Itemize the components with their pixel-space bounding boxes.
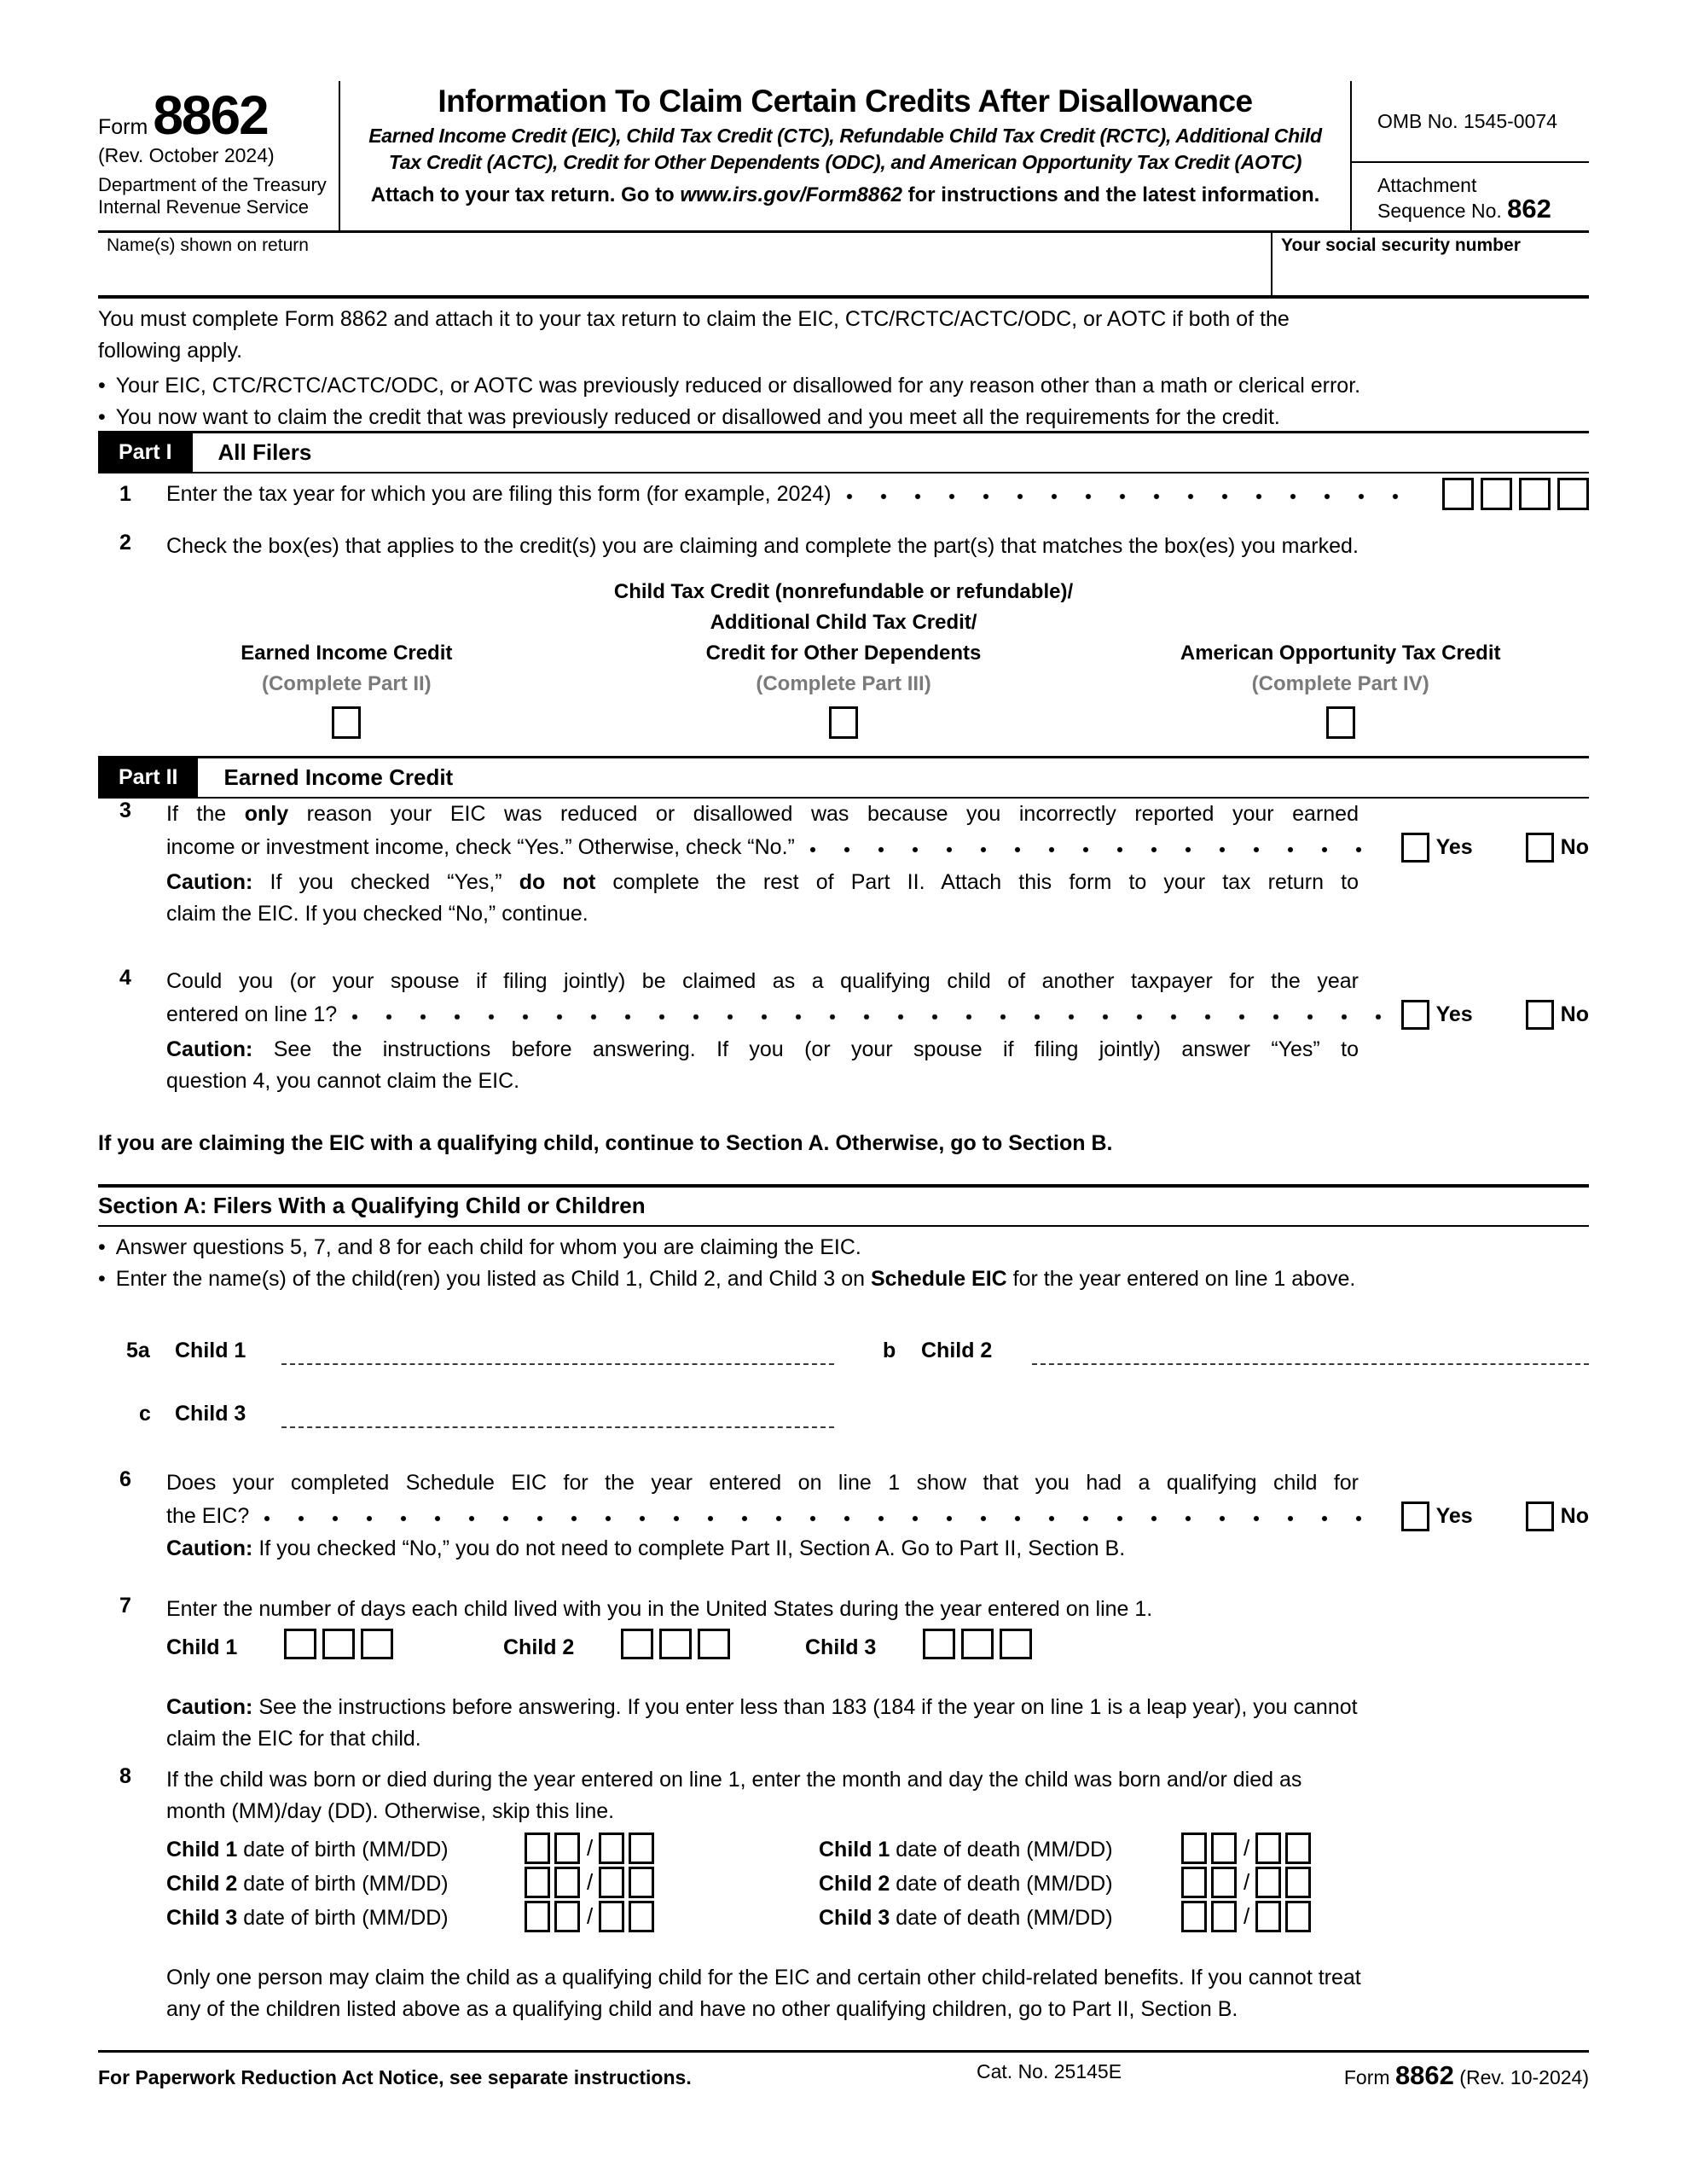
- question-7-number: 7: [119, 1594, 131, 1618]
- eic-checkbox[interactable]: [332, 706, 361, 739]
- question-6-line1: Does your completed Schedule EIC for the year entered on line 1 show that you had a qualifying child for: [166, 1471, 1359, 1495]
- omb-block: [1352, 81, 1589, 230]
- section-a-bullet2: • Enter the name(s) of the child(ren) you listed as Child 1, Child 2, and Child 3 on Schedule EIC for the year entered on line 1 above.: [98, 1267, 1356, 1291]
- child3-birth-dd2[interactable]: [629, 1901, 654, 1932]
- yes-label: Yes: [1435, 1503, 1473, 1528]
- section-a-bullets: [98, 1232, 1589, 1295]
- child1-name-field[interactable]: [281, 1363, 834, 1365]
- child1-death-boxes: [1181, 1833, 1315, 1864]
- dot-leader: [263, 1514, 1387, 1523]
- note-line1: Only one person may claim the child as a qualifying child for the EIC and certain other child-related benefits. If you cannot treat: [166, 1966, 1361, 1989]
- form-revision: (Rev. October 2024): [98, 144, 275, 166]
- child3-label: Child 3: [175, 1402, 246, 1426]
- credit-selection: [98, 577, 1589, 748]
- child1-death-mm2[interactable]: [1211, 1833, 1237, 1864]
- section-a-bullet1: • Answer questions 5, 7, and 8 for each child for whom you are claiming the EIC.: [98, 1235, 861, 1259]
- part1-header: [98, 431, 1589, 473]
- sequence-number: 862: [1507, 194, 1551, 224]
- child2-label: Child 2: [921, 1339, 993, 1362]
- question-4-yes-checkbox[interactable]: [1401, 1000, 1429, 1030]
- question-3-yes-checkbox[interactable]: [1401, 833, 1429, 863]
- note-line2: any of the children listed above as a qualifying child and have no other qualifying children, go to Part II, Section B.: [166, 1997, 1238, 2021]
- child2-birth-mm1[interactable]: [525, 1867, 550, 1898]
- form-subtitle-line1: Earned Income Credit (EIC), Child Tax Credit (CTC), Refundable Child Tax Credit (RCTC), Additional Child: [368, 125, 1322, 147]
- part2-label: Part II: [98, 758, 198, 797]
- question-2: [98, 531, 1589, 562]
- question-5c: [98, 1391, 1589, 1432]
- ssn-field[interactable]: [1271, 233, 1589, 295]
- child1-death-label: Child 1 date of death (MM/DD): [819, 1838, 1113, 1862]
- child2-name-field[interactable]: [1032, 1363, 1589, 1365]
- yes-label: Yes: [1435, 834, 1473, 859]
- form-subtitle-line2: Tax Credit (ACTC), Credit for Other Dependents (ODC), and American Opportunity Tax Credit (AOTC): [388, 151, 1302, 173]
- odc-name: Credit for Other Dependents: [705, 642, 982, 665]
- child3-days-boxes: [923, 1629, 1038, 1659]
- taxpayer-identity-row: [98, 230, 1589, 299]
- child2-death-dd1[interactable]: [1255, 1867, 1281, 1898]
- date-slash: /: [1244, 1903, 1250, 1929]
- tax-year-digit3-box[interactable]: [1519, 478, 1551, 510]
- question-3-caution-line2: claim the EIC. If you checked “No,” continue.: [166, 902, 588, 926]
- child2-birth-mm2[interactable]: [554, 1867, 580, 1898]
- child1-birth-mm1[interactable]: [525, 1833, 550, 1864]
- form-title: Information To Claim Certain Credits After Disallowance: [438, 84, 1253, 119]
- attachment-sequence: Attachment Sequence No. 862: [1377, 174, 1551, 224]
- child3-death-boxes: [1181, 1901, 1315, 1932]
- question-7-caution-line1: Caution: See the instructions before answering. If you enter less than 183 (184 if the year on line 1 is a leap year), you cannot: [166, 1695, 1358, 1719]
- question-2-number: 2: [119, 531, 131, 555]
- form-word: Form: [98, 115, 148, 139]
- form-number: 8862: [153, 84, 268, 146]
- question-8-number: 8: [119, 1764, 131, 1788]
- question-5a-number: 5a: [126, 1339, 150, 1362]
- question-6-caution: Caution: If you checked “No,” you do not need to complete Part II, Section A. Go to Part II, Section B.: [166, 1536, 1126, 1560]
- question-4-yesno: [1401, 999, 1589, 1031]
- part2-title: Earned Income Credit: [223, 764, 454, 790]
- question-1-text: Enter the tax year for which you are filing this form (for example, 2024): [166, 481, 832, 506]
- child3-days-digit1[interactable]: [923, 1629, 955, 1659]
- credit-col-aotc: [1092, 577, 1589, 748]
- question-4-line2: entered on line 1?: [166, 1002, 338, 1026]
- child1-date-row: [166, 1833, 1589, 1867]
- child1-label: Child 1: [166, 1635, 238, 1659]
- form-title-block: [339, 81, 1352, 230]
- date-slash: /: [1244, 1869, 1250, 1895]
- child1-birth-mm2[interactable]: [554, 1833, 580, 1864]
- child1-death-mm1[interactable]: [1181, 1833, 1207, 1864]
- question-3-line1: If the only reason your EIC was reduced or disallowed was because you incorrectly reported your earned: [166, 802, 1359, 826]
- child1-days-digit3[interactable]: [361, 1629, 393, 1659]
- tax-year-digit4-box[interactable]: [1557, 478, 1589, 510]
- eic-complete-note: (Complete Part II): [261, 672, 432, 695]
- question-3-yesno: [1401, 832, 1589, 863]
- child3-death-mm2[interactable]: [1211, 1901, 1237, 1932]
- omb-number: OMB No. 1545-0074: [1352, 81, 1589, 163]
- aotc-checkbox[interactable]: [1326, 706, 1355, 739]
- dept-irs: Internal Revenue Service: [98, 196, 310, 218]
- name-label: Name(s) shown on return: [107, 235, 309, 255]
- no-label: No: [1560, 1503, 1589, 1528]
- question-7-caution-line2: claim the EIC for that child.: [166, 1727, 421, 1751]
- ctc-head1: Child Tax Credit (nonrefundable or refundable)/: [613, 580, 1074, 603]
- child3-death-dd2[interactable]: [1285, 1901, 1311, 1932]
- question-1-number: 1: [119, 481, 131, 506]
- child3-days-digit3[interactable]: [1000, 1629, 1032, 1659]
- question-5ab: [98, 1327, 1589, 1368]
- child1-label: Child 1: [175, 1339, 246, 1362]
- child3-birth-label: Child 3 date of birth (MM/DD): [166, 1906, 449, 1930]
- question-6-yesno: [1401, 1501, 1589, 1532]
- child3-days-digit2[interactable]: [961, 1629, 994, 1659]
- aotc-complete-note: (Complete Part IV): [1251, 672, 1429, 695]
- attach-instruction: Attach to your tax return. Go to www.irs.gov/Form8862 for instructions and the latest information.: [370, 183, 1320, 206]
- date-slash: /: [587, 1869, 594, 1895]
- child3-label: Child 3: [805, 1635, 877, 1659]
- intro-bullet2: • You now want to claim the credit that was previously reduced or disallowed and you meet all the requirements for the credit.: [98, 405, 1280, 429]
- question-6-no-checkbox[interactable]: [1526, 1502, 1554, 1531]
- question-4-caution-line2: question 4, you cannot claim the EIC.: [166, 1069, 520, 1093]
- child2-days-boxes: [621, 1629, 736, 1659]
- question-4: [98, 966, 1589, 1097]
- bullet-icon: •: [98, 1267, 106, 1291]
- paperwork-notice: For Paperwork Reduction Act Notice, see separate instructions.: [98, 2066, 692, 2088]
- tax-year-digit2-box[interactable]: [1481, 478, 1512, 510]
- child1-birth-boxes: [525, 1833, 658, 1864]
- child2-death-dd2[interactable]: [1285, 1867, 1311, 1898]
- question-3-caution-line1: Caution: If you checked “Yes,” do not complete the rest of Part II. Attach this form to your tax return to: [166, 870, 1359, 894]
- part2-header: [98, 756, 1589, 799]
- date-slash: /: [587, 1903, 594, 1929]
- child2-days-digit3[interactable]: [698, 1629, 730, 1659]
- question-4-line1: Could you (or your spouse if filing jointly) be claimed as a qualifying child of another taxpayer for the year: [166, 969, 1359, 993]
- dot-leader: [845, 492, 1422, 501]
- question-5b-letter: b: [883, 1339, 896, 1362]
- question-6-number: 6: [119, 1467, 131, 1491]
- child3-birth-mm2[interactable]: [554, 1901, 580, 1932]
- credit-col-eic: [98, 577, 595, 748]
- credit-col-ctc: [595, 577, 1093, 748]
- no-label: No: [1560, 1002, 1589, 1026]
- question-3-line2: income or investment income, check “Yes.” Otherwise, check “No.”: [166, 834, 795, 859]
- question-1: [98, 478, 1589, 510]
- tax-year-digit1-box[interactable]: [1442, 478, 1474, 510]
- intro-line1: You must complete Form 8862 and attach it to your tax return to claim the EIC, CTC/RCTC/ACTC/ODC, or AOTC if both of the: [98, 307, 1290, 331]
- page-footer: [98, 2050, 1589, 2091]
- child2-days-digit2[interactable]: [659, 1629, 692, 1659]
- child2-birth-dd2[interactable]: [629, 1867, 654, 1898]
- question-8-line1: If the child was born or died during the year entered on line 1, enter the month and day the child was born and/or died as: [166, 1768, 1302, 1792]
- child3-birth-dd1[interactable]: [599, 1901, 624, 1932]
- question-8-line2: month (MM)/day (DD). Otherwise, skip this line.: [166, 1799, 615, 1823]
- child2-death-boxes: [1181, 1867, 1315, 1898]
- child2-days-digit1[interactable]: [621, 1629, 653, 1659]
- question-3-no-checkbox[interactable]: [1526, 833, 1554, 863]
- child1-days-digit1[interactable]: [284, 1629, 316, 1659]
- ctc-complete-note: (Complete Part III): [756, 672, 931, 695]
- footer-form-number: 8862: [1394, 2060, 1454, 2090]
- child1-days-digit2[interactable]: [322, 1629, 355, 1659]
- child3-death-mm1[interactable]: [1181, 1901, 1207, 1932]
- date-slash: /: [587, 1835, 594, 1861]
- ctc-checkbox[interactable]: [829, 706, 858, 739]
- child2-birth-boxes: [525, 1867, 658, 1898]
- dot-leader: [809, 845, 1388, 854]
- yes-label: Yes: [1435, 1002, 1473, 1026]
- child2-label: Child 2: [503, 1635, 575, 1659]
- question-8: [98, 1764, 1589, 1935]
- qualifying-child-note: [166, 1962, 1589, 2025]
- child2-date-row: [166, 1867, 1589, 1901]
- question-6-yes-checkbox[interactable]: [1401, 1502, 1429, 1531]
- child3-death-label: Child 3 date of death (MM/DD): [819, 1906, 1113, 1930]
- no-label: No: [1560, 834, 1589, 859]
- child2-death-mm2[interactable]: [1211, 1867, 1237, 1898]
- question-2-text: Check the box(es) that applies to the credit(s) you are claiming and complete the part(s) that matches the box(es) you marked.: [166, 534, 1359, 558]
- child2-birth-dd1[interactable]: [599, 1867, 624, 1898]
- name-field[interactable]: [98, 233, 1271, 295]
- intro-line2: following apply.: [98, 339, 243, 363]
- part1-label: Part I: [98, 433, 193, 472]
- child3-birth-boxes: [525, 1901, 658, 1932]
- dept-treasury: Department of the Treasury: [98, 174, 327, 195]
- child3-death-dd1[interactable]: [1255, 1901, 1281, 1932]
- form-id-block: [98, 81, 339, 230]
- child3-birth-mm1[interactable]: [525, 1901, 550, 1932]
- child1-birth-dd2[interactable]: [629, 1833, 654, 1864]
- question-6-line2: the EIC?: [166, 1503, 250, 1528]
- intro-bullet1: • Your EIC, CTC/RCTC/ACTC/ODC, or AOTC was previously reduced or disallowed for any reason other than a math or clerical error.: [98, 374, 1361, 398]
- ctc-head2: Additional Child Tax Credit/: [710, 611, 977, 634]
- question-4-caution-line1: Caution: See the instructions before answering. If you (or your spouse if filing jointly) answer “Yes” to: [166, 1037, 1359, 1061]
- child2-death-mm1[interactable]: [1181, 1867, 1207, 1898]
- child1-birth-label: Child 1 date of birth (MM/DD): [166, 1838, 449, 1862]
- child2-death-label: Child 2 date of death (MM/DD): [819, 1872, 1113, 1896]
- question-4-no-checkbox[interactable]: [1526, 1000, 1554, 1030]
- irs-url: www.irs.gov/Form8862: [680, 183, 902, 206]
- dot-leader: [351, 1013, 1387, 1021]
- eic-name: Earned Income Credit: [241, 642, 453, 665]
- question-4-number: 4: [119, 966, 131, 990]
- child1-days-boxes: [284, 1629, 399, 1659]
- child1-birth-dd1[interactable]: [599, 1833, 624, 1864]
- question-7-day-boxes: [166, 1629, 1589, 1668]
- child3-name-field[interactable]: [281, 1426, 834, 1428]
- question-6: [98, 1467, 1589, 1565]
- footer-form-id: Form 8862 (Rev. 10-2024): [1343, 2060, 1589, 2090]
- question-3: [98, 799, 1589, 930]
- question-7-text: Enter the number of days each child lived with you in the United States during the year entered on line 1.: [166, 1597, 1153, 1621]
- bullet-icon: •: [98, 374, 106, 398]
- section-routing-note: If you are claiming the EIC with a qualifying child, continue to Section A. Otherwise, go to Section B.: [98, 1131, 1113, 1155]
- aotc-name: American Opportunity Tax Credit: [1180, 642, 1501, 665]
- catalog-number: Cat. No. 25145E: [977, 2060, 1122, 2082]
- section-a-title: Section A: Filers With a Qualifying Child or Children: [98, 1193, 646, 1218]
- bullet-icon: •: [98, 405, 106, 429]
- question-3-number: 3: [119, 799, 131, 822]
- child2-birth-label: Child 2 date of birth (MM/DD): [166, 1872, 449, 1896]
- form-header: [98, 81, 1589, 230]
- child1-death-dd1[interactable]: [1255, 1833, 1281, 1864]
- date-slash: /: [1244, 1835, 1250, 1861]
- section-a-header: [98, 1184, 1589, 1227]
- child1-death-dd2[interactable]: [1285, 1833, 1311, 1864]
- child3-date-row: [166, 1901, 1589, 1935]
- intro-paragraph: [98, 304, 1589, 433]
- part1-title: All Filers: [217, 439, 312, 465]
- question-5c-letter: c: [139, 1402, 151, 1426]
- question-7: [98, 1594, 1589, 1755]
- bullet-icon: •: [98, 1235, 106, 1259]
- ssn-label: Your social security number: [1281, 235, 1521, 255]
